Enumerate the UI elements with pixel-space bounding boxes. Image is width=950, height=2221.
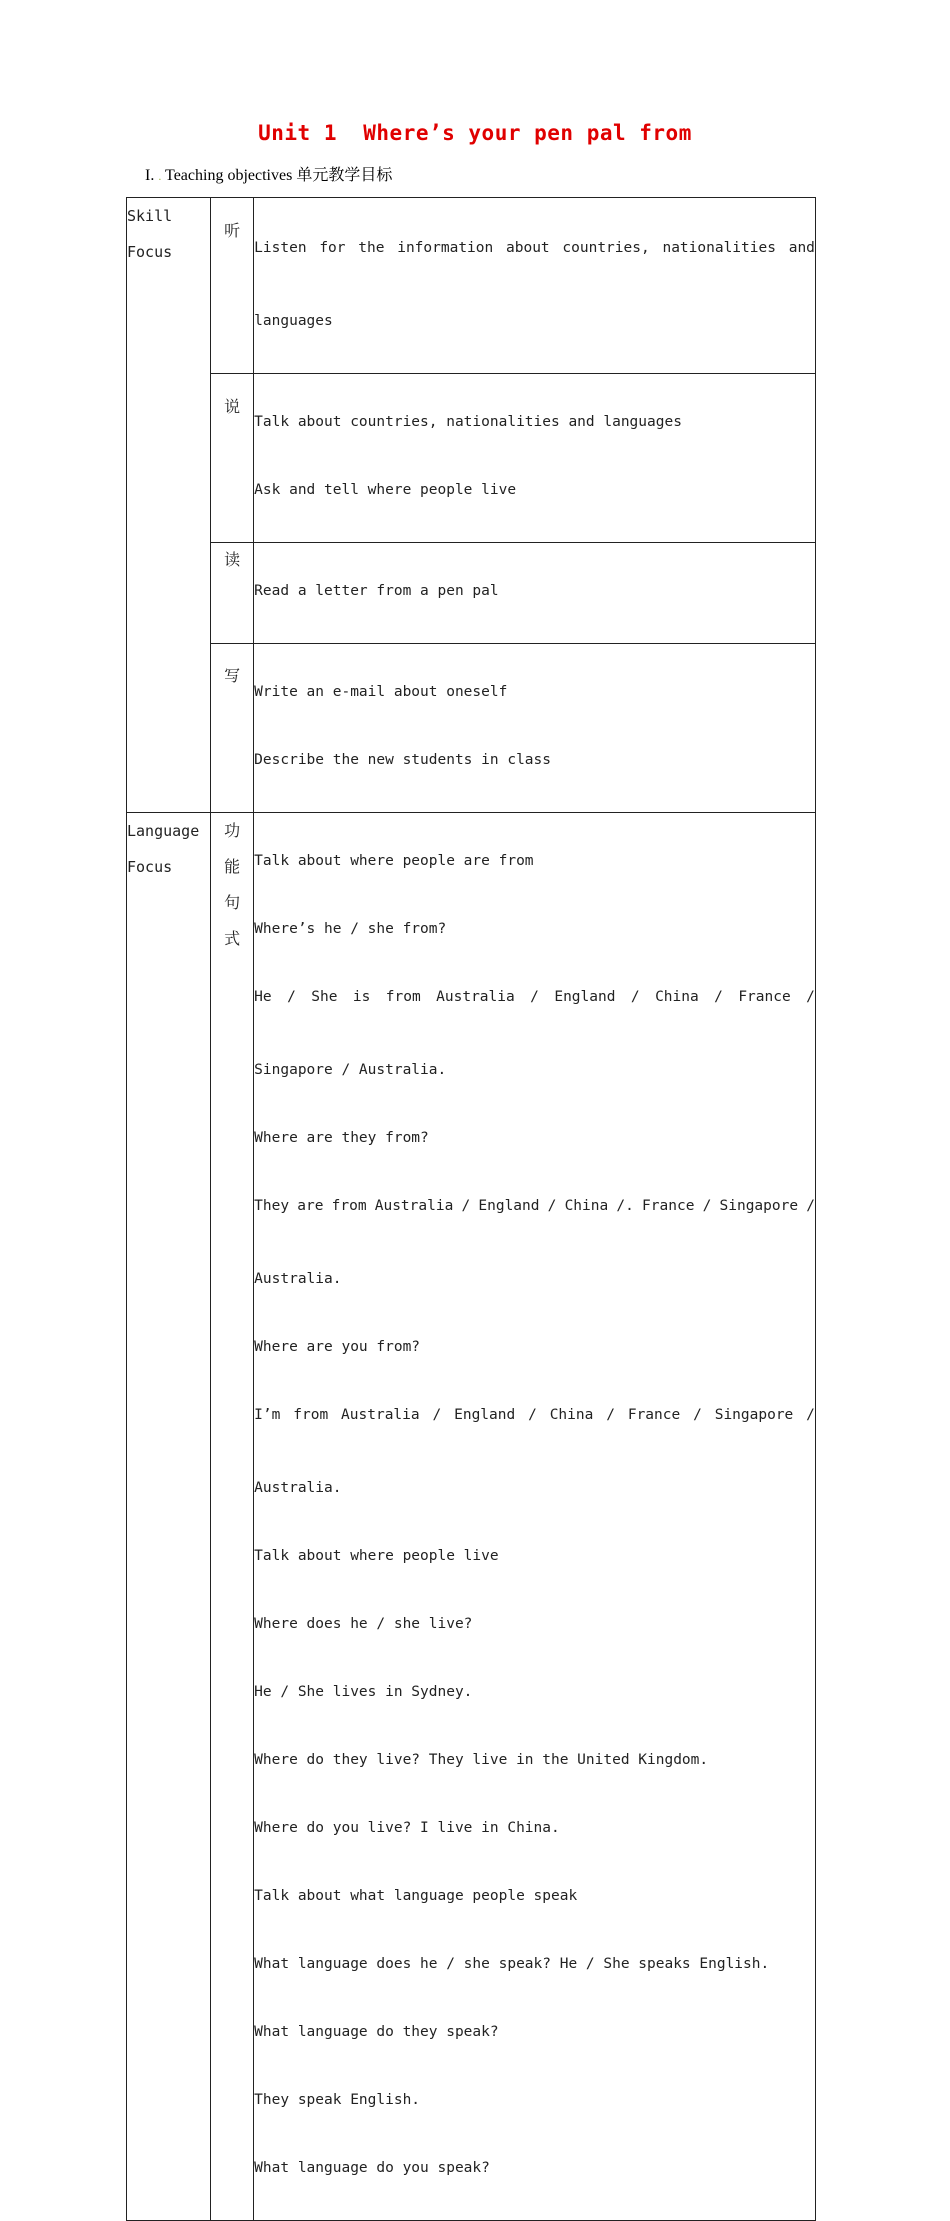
lf-word: Australia <box>374 1198 454 1214</box>
listening-word: Listen <box>254 240 307 256</box>
func-char: 式 <box>224 929 241 948</box>
lf-line: He / She lives in Sydney. <box>254 1684 473 1700</box>
lf-word: / <box>461 1198 471 1214</box>
lf-word: France <box>738 989 791 1005</box>
lf-word: England <box>454 1407 516 1423</box>
lf-word: / <box>528 1407 537 1423</box>
function-sentences-label <box>211 813 254 2221</box>
lf-word: is <box>352 989 371 1005</box>
lf-word: / <box>606 1407 615 1423</box>
lf-word: / <box>806 989 815 1005</box>
lf-word: They <box>254 1198 290 1214</box>
listening-word: countries, <box>562 240 650 256</box>
lf-line: They speak English. <box>254 2092 421 2108</box>
lf-word: from <box>293 1407 329 1423</box>
listening-word: nationalities <box>662 240 776 256</box>
table-row <box>127 198 816 374</box>
lf-word: / <box>630 989 640 1005</box>
skill-writing-text <box>254 644 816 813</box>
lf-line: Where are they from? <box>254 1130 429 1146</box>
lf-word: Australia <box>341 1407 420 1423</box>
func-char: 功 <box>224 821 241 840</box>
writing-line-1: Write an e-mail about oneself <box>254 684 508 700</box>
section-heading <box>145 162 392 185</box>
lf-word: Singapore <box>714 1407 794 1423</box>
lf-word: He <box>254 989 272 1005</box>
lf-word: / <box>530 989 539 1005</box>
skill-speaking: 说 <box>211 374 254 543</box>
lf-line: Where are you from? <box>254 1339 421 1355</box>
func-char: 能 <box>224 857 241 876</box>
lf-word: / <box>806 1407 815 1423</box>
lf-word: / <box>547 1198 557 1214</box>
listening-word: and <box>788 240 815 256</box>
lf-line: Australia. <box>254 1480 342 1496</box>
skill-reading: 读 <box>211 543 254 644</box>
lf-word: / <box>714 989 723 1005</box>
skill-reading-text <box>254 543 816 644</box>
skill-speaking-text <box>254 374 816 543</box>
listening-line-1 <box>254 232 815 273</box>
listening-word: information <box>397 240 494 256</box>
language-focus-label-line2: Focus <box>127 858 173 876</box>
lf-line-justified <box>254 1190 815 1231</box>
lf-line: Singapore / Australia. <box>254 1062 447 1078</box>
lf-word: / <box>693 1407 702 1423</box>
lf-word: China <box>655 989 699 1005</box>
lf-line: Talk about where people are from <box>254 853 534 869</box>
func-char: 句 <box>224 893 241 912</box>
lf-line: What language do they speak? <box>254 2024 499 2040</box>
lf-word: from <box>331 1198 367 1214</box>
skill-focus-label-line1: Skill <box>127 207 173 225</box>
lf-line: Talk about what language people speak <box>254 1888 578 1904</box>
lf-line: What language does he / she speak? He / She speaks English. <box>254 1956 770 1972</box>
language-focus-label-line1: Language <box>127 822 200 840</box>
lf-line: Where’s he / she from? <box>254 921 447 937</box>
listening-line-2: languages <box>254 313 333 329</box>
skill-listening: 听 <box>211 198 254 374</box>
lf-word: She <box>311 989 338 1005</box>
language-focus-label <box>127 813 211 2221</box>
skill-writing: 写 <box>211 644 254 813</box>
listening-word: the <box>358 240 385 256</box>
lf-line: Where do you live? I live in China. <box>254 1820 560 1836</box>
table-row <box>127 644 816 813</box>
speaking-line-2: Ask and tell where people live <box>254 482 517 498</box>
lf-word: / <box>702 1198 712 1214</box>
lf-line: Where does he / she live? <box>254 1616 473 1632</box>
lf-word: China <box>549 1407 594 1423</box>
lf-line-justified <box>254 1399 815 1440</box>
lf-word: / <box>287 989 296 1005</box>
skill-listening-text <box>254 198 816 374</box>
lf-line-justified <box>254 981 815 1022</box>
lf-word: England <box>554 989 616 1005</box>
lf-word: I’m <box>254 1407 281 1423</box>
lf-word: /. <box>616 1198 634 1214</box>
listening-word: for <box>319 240 346 256</box>
lf-word: China <box>564 1198 609 1214</box>
table-row <box>127 374 816 543</box>
lf-line: Where do they live? They live in the United Kingdom. <box>254 1752 709 1768</box>
listening-word: about <box>506 240 550 256</box>
page-title: Unit 1 Where’s your pen pal from <box>258 121 692 145</box>
table-row <box>127 543 816 644</box>
speaking-line-1: Talk about countries, nationalities and languages <box>254 414 682 430</box>
lf-word: from <box>385 989 421 1005</box>
reading-line-1: Read a letter from a pen pal <box>254 583 499 599</box>
table-row <box>127 813 816 2221</box>
objectives-table <box>126 197 816 2221</box>
section-marker: . <box>158 169 162 183</box>
lf-line: Talk about where people live <box>254 1548 499 1564</box>
lf-line: What language do you speak? <box>254 2160 490 2176</box>
writing-line-2: Describe the new students in class <box>254 752 551 768</box>
lf-line: Australia. <box>254 1271 342 1287</box>
lf-word: Singapore <box>719 1198 799 1214</box>
lf-word: France <box>642 1198 695 1214</box>
lf-word: are <box>297 1198 324 1214</box>
lf-word: / <box>806 1198 815 1214</box>
lf-word: Australia <box>436 989 515 1005</box>
lf-word: France <box>627 1407 681 1423</box>
skill-focus-label <box>127 198 211 813</box>
skill-focus-label-line2: Focus <box>127 243 173 261</box>
lf-word: England <box>478 1198 540 1214</box>
section-numeral: I. <box>145 167 155 184</box>
section-heading-text: Teaching objectives 单元教学目标 <box>165 167 393 184</box>
lf-word: / <box>432 1407 442 1423</box>
language-focus-text <box>254 813 816 2221</box>
